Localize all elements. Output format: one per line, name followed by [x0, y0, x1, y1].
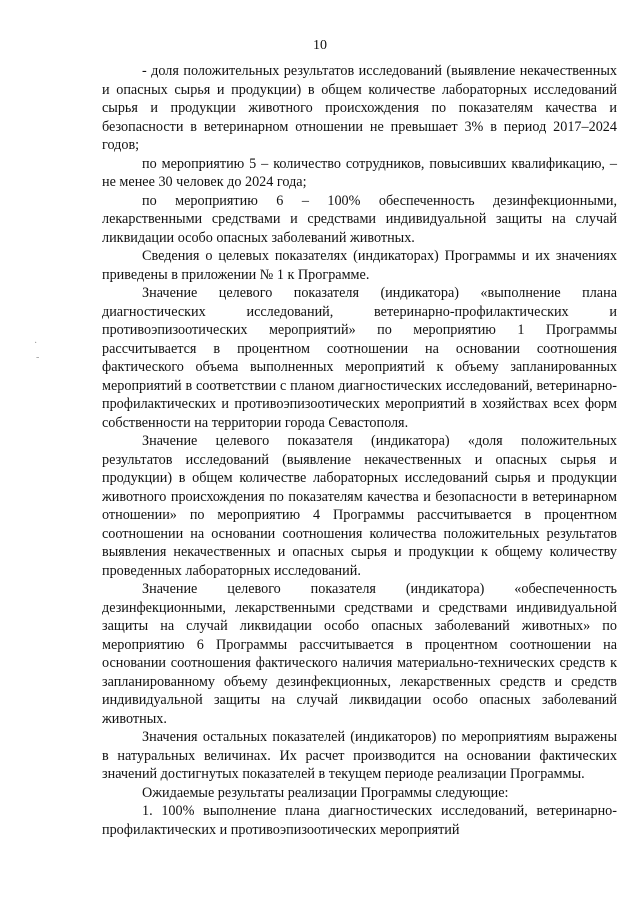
- paragraph: Значение целевого показателя (индикатора) «выполнение плана диагностических исследований, ветеринарно-профилактических и противоэпизоотических мероприятий» по мероприятию 1 Программы рассчитывается в процентном соотношении на основании соотношения фактического объема выполненных мероприятий к объему запланированных мероприятий в соответствии с планом диагностических исследований, ветеринарно-профилактических и противоэпизоотических мероприятий в хозяйствах всех форм собственности на территории города Севастополя.: [102, 285, 617, 431]
- paragraph: по мероприятию 6 – 100% обеспеченность дезинфекционными, лекарственными средствами и средствами индивидуальной защиты на случай ликвидации особо опасных заболеваний животных.: [102, 192, 617, 246]
- paragraph: Значение целевого показателя (индикатора) «доля положительных результатов исследований (выявление некачественных и опасных сырья и продукции) в общем количестве лабораторных исследований сырья и продукции животного происхождения по показателям качества и безопасности в ветеринарном отношении» по мероприятию 4 Программы рассчитывается в процентном соотношении на основании соотношения количества положительных результатов выявления некачественных и опасных сырья и продукции к общему количеству проведенных лабораторных исследований.: [102, 433, 617, 579]
- paragraph: Ожидаемые результаты реализации Программы следующие:: [142, 784, 509, 801]
- scan-mark: ·: [34, 338, 38, 349]
- paragraph: Значение целевого показателя (индикатора) «обеспеченность дезинфекционными, лекарственными средствами и средствами индивидуальной защиты на случай ликвидации особо опасных заболеваний животных» по мероприятию 6 Программы рассчитывается в процентном соотношении на основании соотношения фактического наличия материально-технических средств к запланированному объему дезинфекционных, лекарственных средств и средств индивидуальной защиты на случай ликвидации особо опасных заболеваний животных.: [102, 581, 617, 727]
- paragraph: 1. 100% выполнение плана диагностических исследований, ветеринарно-профилактических и противоэпизоотических мероприятий: [102, 803, 617, 838]
- scan-mark: -: [36, 352, 40, 363]
- paragraph: Сведения о целевых показателях (индикаторах) Программы и их значениях приведены в приложении № 1 к Программе.: [102, 248, 617, 283]
- document-body: [102, 62, 617, 839]
- paragraph: Значения остальных показателей (индикаторов) по мероприятиям выражены в натуральных величинах. Их расчет производится на основании фактических значений достигнутых показателей в текущем периоде реализации Программы.: [102, 729, 617, 782]
- paragraph: по мероприятию 5 – количество сотрудников, повысивших квалификацию, – не менее 30 человек до 2024 года;: [102, 155, 617, 190]
- page-number: 10: [313, 38, 327, 53]
- paragraph: - доля положительных результатов исследований (выявление некачественных и опасных сырья и продукции) в общем количестве лабораторных исследований сырья и продукции животного происхождения по показателям качества и безопасности в ветеринарном отношении не превышает 3% в период 2017–2024 годов;: [102, 63, 617, 153]
